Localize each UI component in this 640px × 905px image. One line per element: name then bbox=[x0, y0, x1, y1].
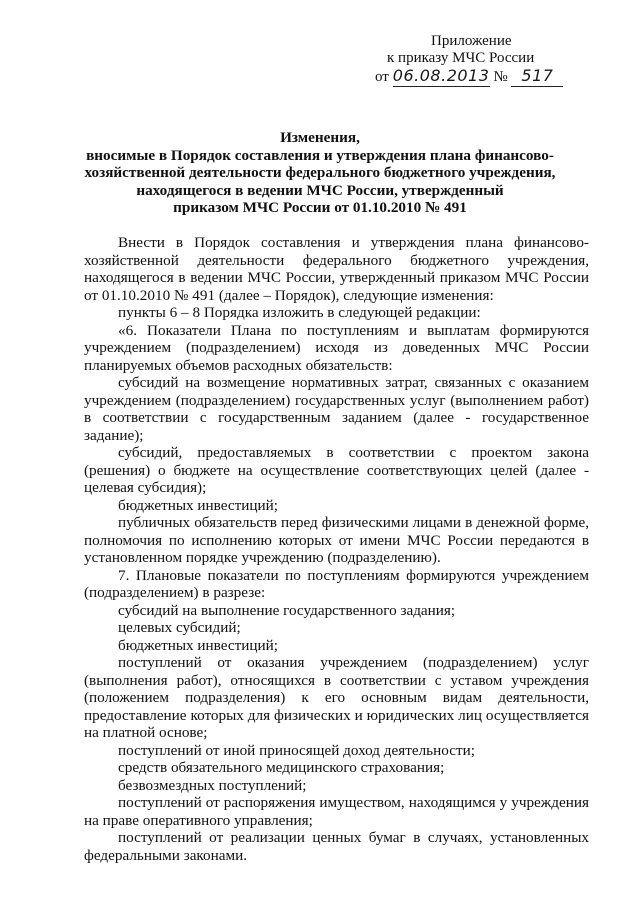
paragraph: средств обязательного медицинского страхования; bbox=[118, 759, 445, 776]
title-line: вносимые в Порядок составления и утверждения плана финансово- bbox=[86, 146, 554, 164]
paragraph: субсидий на выполнение государственного задания; bbox=[118, 601, 456, 619]
date-prefix: от bbox=[375, 69, 389, 85]
paragraph: бюджетных инвестиций; bbox=[118, 636, 278, 654]
paragraph: публичных обязательств перед физическими лицами в денежной форме, полномочия по исполнению которых от имени МЧС России передаются в установленном порядке учреждению (подразделению). bbox=[84, 514, 589, 566]
paragraph-item-6: «6. Показатели Плана по поступлениям и выплатам формируются учреждением (подразделением) исходя из доведенных МЧС России планируемых объемов расходных обязательств: bbox=[84, 321, 589, 374]
paragraph: безвозмездных поступлений; bbox=[118, 776, 307, 794]
paragraph: поступлений от реализации ценных бумаг в случаях, установленных федеральными законами. bbox=[84, 829, 589, 864]
paragraph: пункты 6 – 8 Порядка изложить в следующей редакции: bbox=[118, 304, 481, 321]
annex-order-reference: к приказу МЧС России bbox=[387, 50, 535, 66]
title-line: находящегося в ведении МЧС России, утвержденный bbox=[136, 181, 504, 199]
document-body bbox=[84, 234, 589, 864]
paragraph: поступлений от оказания учреждением (подразделением) услуг (выполнения работ), относящихся в соответствии с уставом учреждения (положением подразделения) к его основным видам деятельности, предоставление которых для физических и юридических лиц осуществляется на платной основе; bbox=[84, 654, 589, 741]
paragraph: бюджетных инвестиций; bbox=[118, 496, 278, 514]
title-line: приказом МЧС России от 01.10.2010 № 491 bbox=[173, 199, 467, 216]
paragraph-intro: Внести в Порядок составления и утверждения плана финансово-хозяйственной деятельности федерального бюджетного учреждения, находящегося в ведении МЧС России, утвержденный приказом МЧС России от 01.10.2010 № 491 (далее – Порядок), следующие изменения: bbox=[84, 234, 589, 304]
title-line: хозяйственной деятельности федерального бюджетного учреждения, bbox=[84, 164, 556, 181]
handwritten-number: 517 bbox=[521, 66, 554, 85]
handwritten-date: 06.08.2013 bbox=[392, 66, 490, 85]
paragraph: поступлений от иной приносящей доход деятельности; bbox=[118, 741, 475, 759]
date-field bbox=[393, 67, 490, 87]
paragraph: целевых субсидий; bbox=[118, 619, 241, 636]
title-line: Изменения, bbox=[280, 129, 360, 146]
document-title bbox=[0, 129, 640, 217]
number-field bbox=[511, 67, 563, 87]
number-sign: № bbox=[493, 69, 508, 85]
annex-header bbox=[375, 33, 563, 87]
paragraph-item-7: 7. Плановые показатели по поступлениям формируются учреждением (подразделением) в разрезе: bbox=[84, 566, 589, 601]
paragraph: субсидий, предоставляемых в соответствии с проектом закона (решения) о бюджете на осуществление соответствующих целей (далее - целевая субсидия); bbox=[84, 444, 589, 496]
annex-date-number-line bbox=[375, 67, 563, 87]
paragraph: субсидий на возмещение нормативных затрат, связанных с оказанием учреждением (подразделением) государственных услуг (выполнением работ) в соответствии с государственным заданием (далее - государственное задание); bbox=[84, 374, 589, 444]
paragraph: поступлений от распоряжения имуществом, находящимся у учреждения на праве оперативного управления; bbox=[84, 794, 589, 829]
annex-title: Приложение bbox=[431, 33, 512, 49]
